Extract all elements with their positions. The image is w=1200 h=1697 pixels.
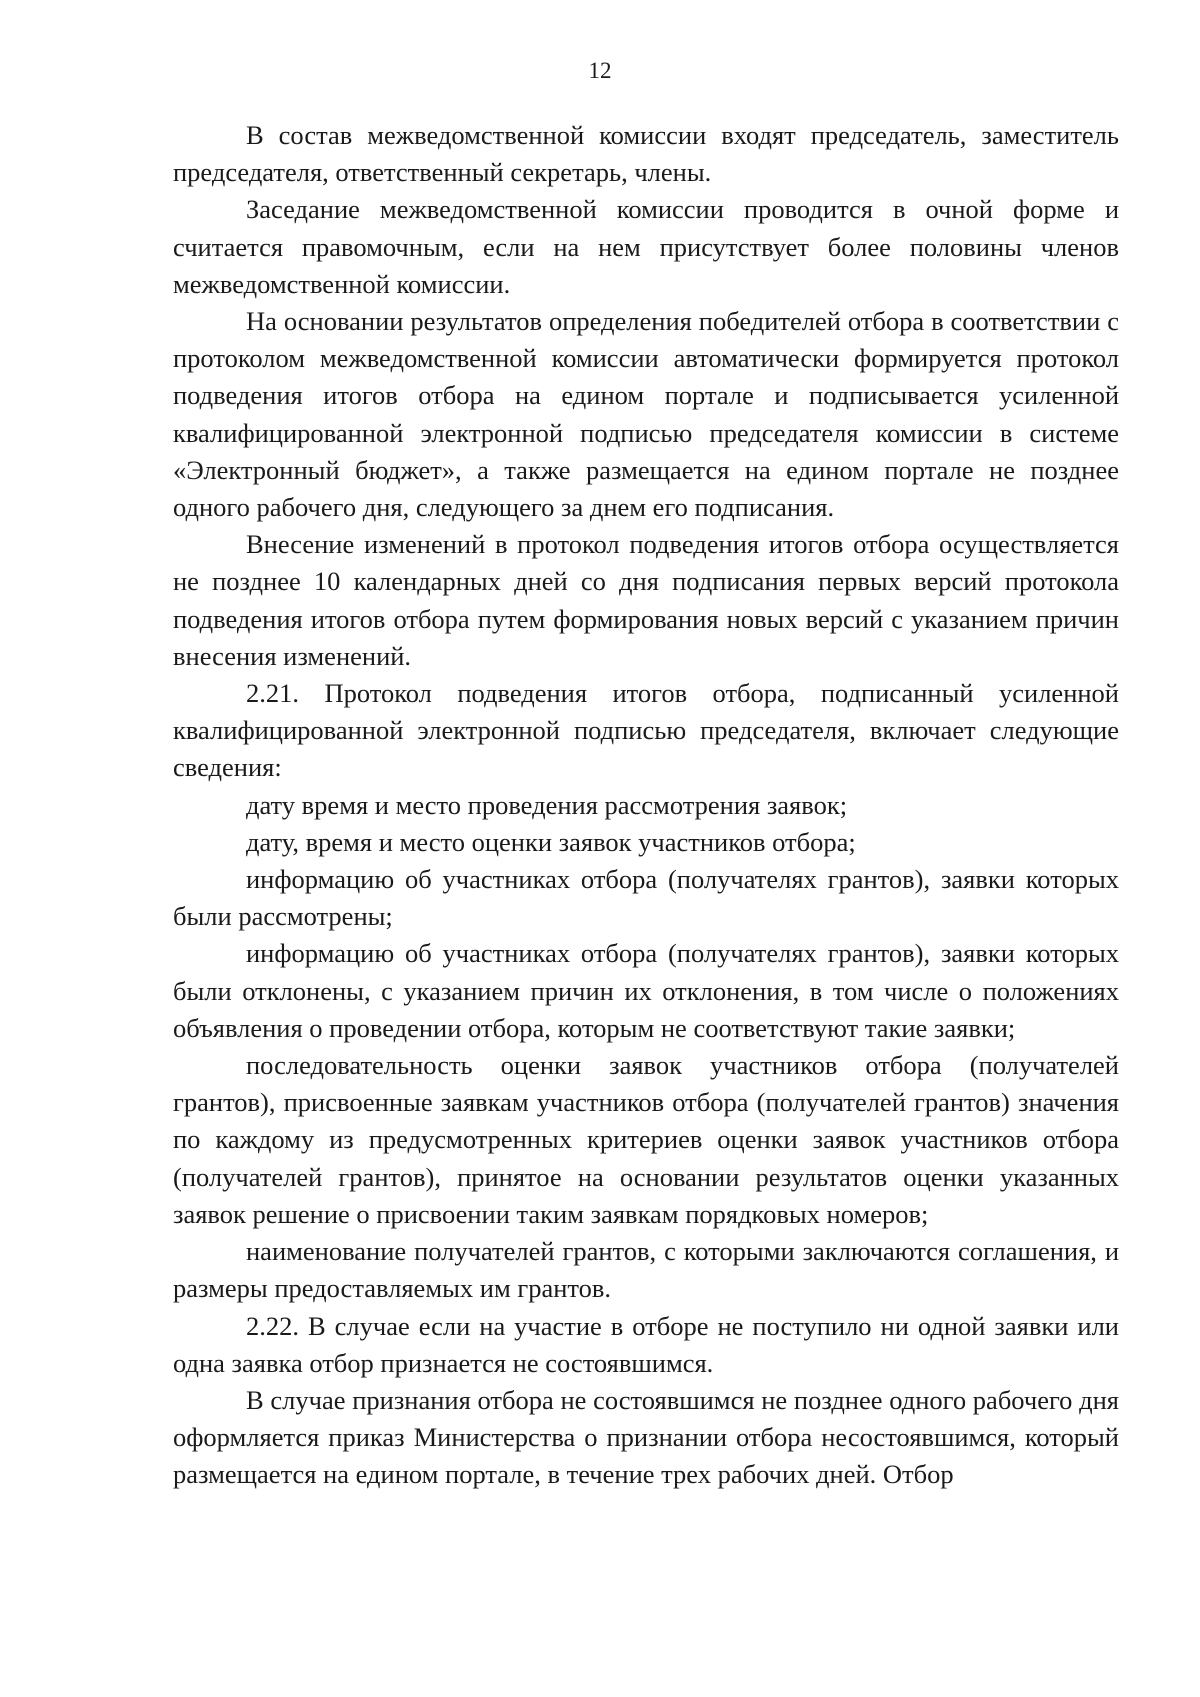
paragraph-2-22: 2.22. В случае если на участие в отборе не поступило ни одной заявки или одна заявка отбор признается не состоявшимся.	[173, 1310, 1119, 1378]
paragraph-failed-selection: В случае признания отбора не состоявшимся не позднее одного рабочего дня оформляется приказ Министерства о признании отбора несостоявшимся, который размещается на едином портале, в течение трех рабочих дней. Отбор	[173, 1384, 1119, 1490]
paragraph-protocol-formation: На основании результатов определения победителей отбора в соответствии с протоколом межведомственной комиссии автоматически формируется протокол подведения итогов отбора на едином портале и подписывается усиленной квалифицированной электронной подписью председателя комиссии в системе «Электронный бюджет», а также размещается на едином портале не позднее одного рабочего дня, следующего за днем его подписания.	[173, 306, 1119, 523]
list-item-evaluation-date: дату, время и место оценки заявок участников отбора;	[246, 826, 856, 857]
paragraph-2-21: 2.21. Протокол подведения итогов отбора, подписанный усиленной квалифицированной электронной подписью председателя, включает следующие сведения:	[173, 678, 1119, 783]
paragraph-commission-meeting: Заседание межведомственной комиссии проводится в очной форме и считается правомочным, если на нем присутствует более половины членов межведомственной комиссии.	[173, 194, 1119, 299]
document-body	[173, 117, 1119, 1494]
list-item-reviewed-applications: информацию об участниках отбора (получателях грантов), заявки которых были рассмотрены;	[173, 864, 1119, 932]
list-item-grant-recipients: наименование получателей грантов, с которыми заключаются соглашения, и размеры предоставляемых им грантов.	[173, 1236, 1119, 1304]
list-item-evaluation-sequence: последовательность оценки заявок участников отбора (получателей грантов), присвоенные заявкам участников отбора (получателей грантов) значения по каждому из предусмотренных критериев оценки заявок участников отбора (получателей грантов), принятое на основании результатов оценки указанных заявок решение о присвоении таким заявкам порядковых номеров;	[173, 1050, 1119, 1229]
list-item-rejected-applications: информацию об участниках отбора (получателях грантов), заявки которых были отклонены, с указанием причин их отклонения, в том числе о положениях объявления о проведении отбора, которым не соответствуют такие заявки;	[173, 938, 1119, 1043]
page-number: 12	[588, 58, 612, 83]
list-item-review-date: дату время и место проведения рассмотрения заявок;	[246, 789, 848, 820]
paragraph-commission-composition: В состав межведомственной комиссии входят председатель, заместитель председателя, ответственный секретарь, члены.	[173, 120, 1119, 188]
paragraph-protocol-changes: Внесение изменений в протокол подведения итогов отбора осуществляется не позднее 10 календарных дней со дня подписания первых версий протокола подведения итогов отбора путем формирования новых версий с указанием причин внесения изменений.	[173, 529, 1119, 671]
